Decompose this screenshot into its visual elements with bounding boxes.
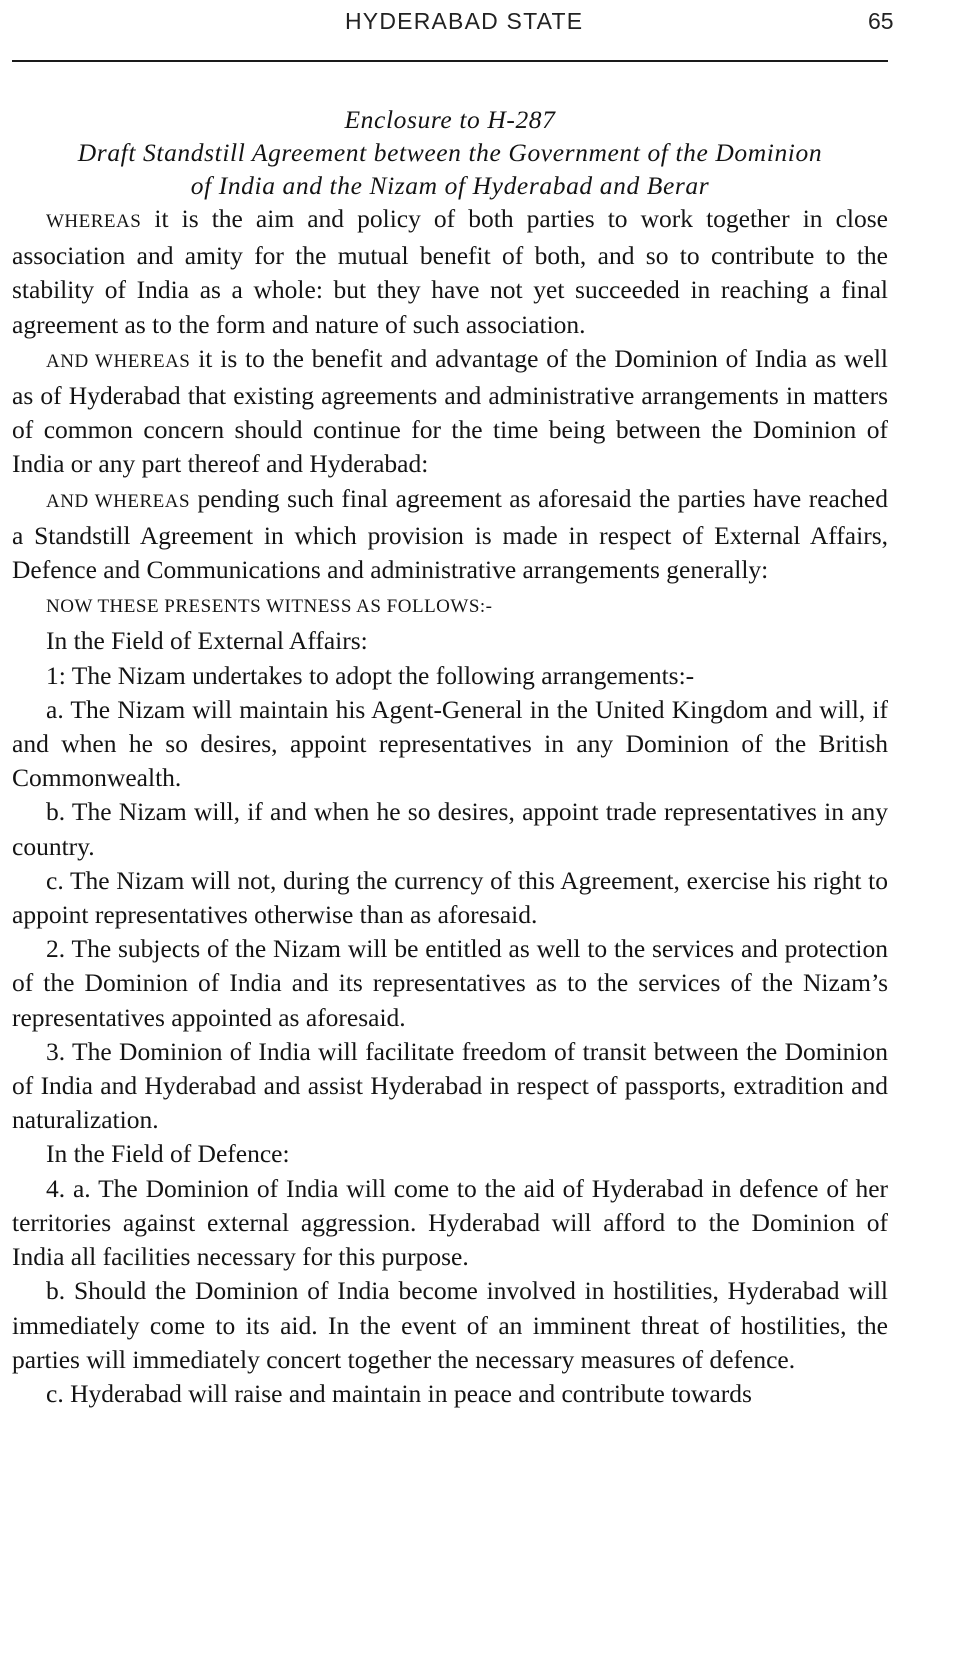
and-whereas-lead-1: AND WHEREAS — [46, 350, 191, 372]
clause-2: 2. The subjects of the Nizam will be entitled as well to the services and protection of the Dominion of India and its representatives as to the services of the Nizam’s representatives appointed as aforesaid. — [12, 934, 888, 1032]
paragraph-whereas — [12, 202, 888, 342]
paragraph-and-whereas-1 — [12, 342, 888, 482]
page-header — [0, 0, 968, 60]
now-witness-line — [12, 587, 888, 624]
whereas-lead: WHEREAS — [46, 211, 142, 232]
clause-1c: c. The Nizam will not, during the currency of this Agreement, exercise his right to appoint representatives otherwise than as aforesaid. — [12, 865, 888, 930]
section-external-affairs: In the Field of External Affairs: — [46, 626, 368, 656]
page-number: 65 — [868, 8, 894, 34]
section-defence: In the Field of Defence: — [46, 1139, 290, 1169]
clause-4a: 4. a. The Dominion of India will come to the aid of Hyderabad in defence of her territories against external aggression. Hyderabad will afford to the Dominion of India all facilities necessary for this purpose. — [12, 1173, 888, 1272]
clause-1b: b. The Nizam will, if and when he so desires, appoint trade representatives in any country. — [12, 797, 888, 861]
enclosure-heading: Enclosure to H-287 — [344, 105, 556, 134]
agreement-title-line-1: Draft Standstill Agreement between the Government of the Dominion — [77, 138, 823, 167]
and-whereas-text-2: pending such final agreement as aforesaid the parties have reached a Standstill Agreement in which provision is made in respect of External Affairs, Defence and Communications and administrative arrangements generally: — [12, 483, 888, 585]
clause-1: 1: The Nizam undertakes to adopt the following arrangements:- — [46, 660, 695, 690]
and-whereas-text-1: it is to the benefit and advantage of the Dominion of India as well as of Hyderabad that existing agreements and administrative arrangements in matters of common concern should continue for the time being between the Dominion of India or any part thereof and Hyderabad: — [12, 343, 888, 479]
running-title: HYDERABAD STATE — [345, 8, 584, 34]
clause-4c: c. Hyderabad will raise and maintain in peace and contribute towards — [46, 1378, 752, 1408]
header-rule — [12, 60, 888, 62]
clause-4b: b. Should the Dominion of India become involved in hostilities, Hyderabad will immediately come to its aid. In the event of an imminent threat of hostilities, the parties will immediately concert together the necessary measures of defence. — [12, 1276, 888, 1374]
clause-1a: a. The Nizam will maintain his Agent-General in the United Kingdom and will, if and when he so desires, appoint representatives in any Dominion of the British Commonwealth. — [12, 694, 888, 793]
whereas-text: it is the aim and policy of both parties to work together in close association and amity for the mutual benefit of both, and so to contribute to the stability of India as a whole: but they have not yet succeeded in reaching a final agreement as to the form and nature of such association. — [12, 204, 888, 339]
paragraph-and-whereas-2 — [12, 482, 888, 588]
and-whereas-lead-2: AND WHEREAS — [46, 490, 191, 512]
page-body — [12, 103, 888, 1411]
clause-3: 3. The Dominion of India will facilitate freedom of transit between the Dominion of India and Hyderabad and assist Hyderabad in respect of passports, extradition and naturalization. — [12, 1036, 888, 1135]
agreement-title-line-2: of India and the Nizam of Hyderabad and Berar — [190, 171, 710, 200]
now-witness-text: NOW THESE PRESENTS WITNESS AS FOLLOWS:- — [46, 596, 493, 618]
